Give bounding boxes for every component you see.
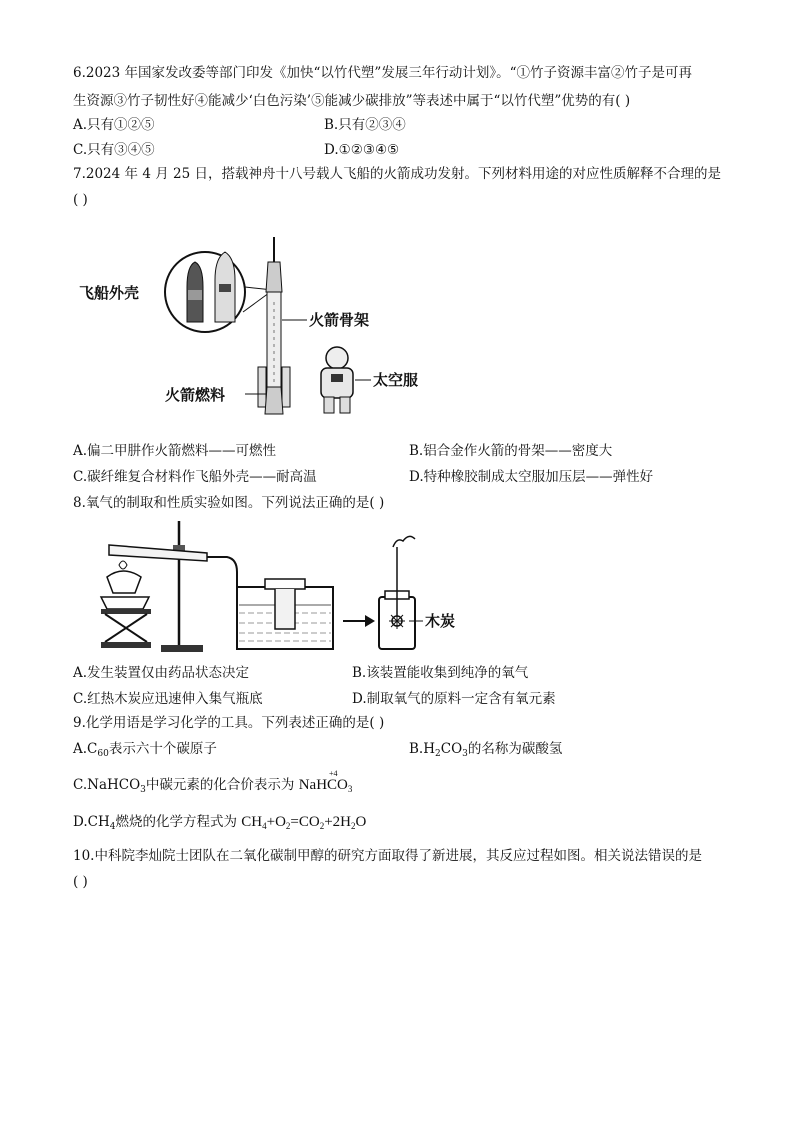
water-trough-icon [237,579,333,649]
q9-option-d-equation [241,814,366,830]
formula-carbon [327,769,338,795]
formula-charge: +4 [329,769,338,778]
q7-option-d[interactable]: D.特种橡胶制成太空服加压层——弹性好 [409,469,654,485]
eq-a: CH [241,814,263,830]
q6-option-c[interactable]: C.只有③④⑤ [73,142,155,158]
iron-stand-icon [161,521,203,652]
q9-option-c-formula [298,769,353,794]
q6-option-a[interactable]: A.只有①②⑤ [73,117,155,133]
q6-option-b[interactable]: B.只有②③④ [324,117,406,133]
q9-option-a-sub: 60 [97,749,109,759]
q8-option-d[interactable]: D.制取氧气的原料一定含有氧元素 [352,691,556,707]
formula-nah: NaH [298,777,328,793]
q9-option-b[interactable] [409,739,562,764]
q6-stem-line1: 6.2023 年国家发改委等部门印发《加快“以竹代塑”发展三年行动计划》。“①竹子资源丰富②竹子是可再 [73,65,692,81]
eq-d-sub: 2 [351,821,356,831]
eq-c-sub: 2 [319,821,325,831]
q9-option-b-pre: B.H [409,741,435,757]
lab-jack-icon [101,609,151,648]
q7-option-c[interactable]: C.碳纤维复合材料作飞船外壳——耐高温 [73,469,317,485]
q8-stem: 8.氧气的制取和性质实验如图。下列说法正确的是( ) [73,495,385,511]
eq-e: O [355,814,367,830]
q9-stem: 9.化学用语是学习化学的工具。下列表述正确的是( ) [73,715,385,731]
q9-option-a-pre: A.C [73,741,98,757]
q8-option-a[interactable]: A.发生装置仅由药品状态决定 [73,665,250,681]
label-frame: 火箭骨架 [309,311,370,329]
q9-option-d-sub: 4 [109,822,116,832]
q6-stem-line2: 生资源③竹子韧性好④能减少‘白色污染’⑤能减少碳排放”等表述中属于“以竹代塑”优势的有( ) [73,93,631,109]
label-fuel: 火箭燃料 [165,386,226,404]
rocket-figure-labels [75,232,419,422]
alcohol-lamp-icon [101,561,149,609]
q10-stem-line2: ( ) [73,874,88,890]
q7-option-b[interactable]: B.铝合金作火箭的骨架——密度大 [409,443,613,459]
eq-b-sub: 2 [285,821,291,831]
q9-option-c-sub: 3 [140,785,146,795]
q9-option-d-pre: D.CH [73,814,110,830]
label-shell: 飞船外壳 [79,284,140,302]
q9-option-a[interactable] [73,739,217,764]
formula-o: O [337,777,348,793]
q9-option-b-post: 的名称为碳酸氢 [467,741,563,757]
gas-jar-icon [379,536,423,649]
label-charcoal: 木炭 [425,612,456,630]
eq-d: +2H [324,814,352,830]
eq-b: +O [266,814,286,830]
oxygen-apparatus-figure [97,517,467,662]
formula-c: C [327,777,338,793]
q9-option-c-pre: C.NaHCO [73,777,141,793]
q7-stem-line2: ( ) [73,192,88,208]
q8-option-b[interactable]: B.该装置能收集到纯净的氧气 [352,665,529,681]
q9-option-d-post: 燃烧的化学方程式为 [115,814,237,830]
formula-o-sub: 3 [347,784,353,794]
q7-stem-line1: 7.2024 年 4 月 25 日，搭载神舟十八号载人飞船的火箭成功发射。下列材料用途的对应性质解释不合理的是 [73,166,721,182]
label-suit: 太空服 [373,371,419,389]
q9-option-a-post: 表示六十个碳原子 [108,741,217,757]
q7-option-a[interactable]: A.偏二甲肼作火箭燃料——可燃性 [73,443,277,459]
q9-option-c-post: 中碳元素的化合价表示为 [145,777,295,793]
q6-option-d[interactable]: D.①②③④⑤ [324,142,400,158]
arrow-icon [343,615,375,627]
q9-option-b-sub2: 3 [462,749,468,759]
q9-option-b-sub1: 2 [435,749,441,759]
q9-option-d[interactable] [73,812,366,837]
q10-stem-line1: 10.中科院李灿院士团队在二氧化碳制甲醇的研究方面取得了新进展，其反应过程如图。相关说法错误的是 [73,848,702,864]
q9-option-b-mid: CO [440,741,463,757]
eq-a-sub: 4 [262,821,267,831]
q9-option-c[interactable] [73,769,353,800]
q8-option-c[interactable]: C.红热木炭应迅速伸入集气瓶底 [73,691,263,707]
eq-c: =CO [290,814,320,830]
